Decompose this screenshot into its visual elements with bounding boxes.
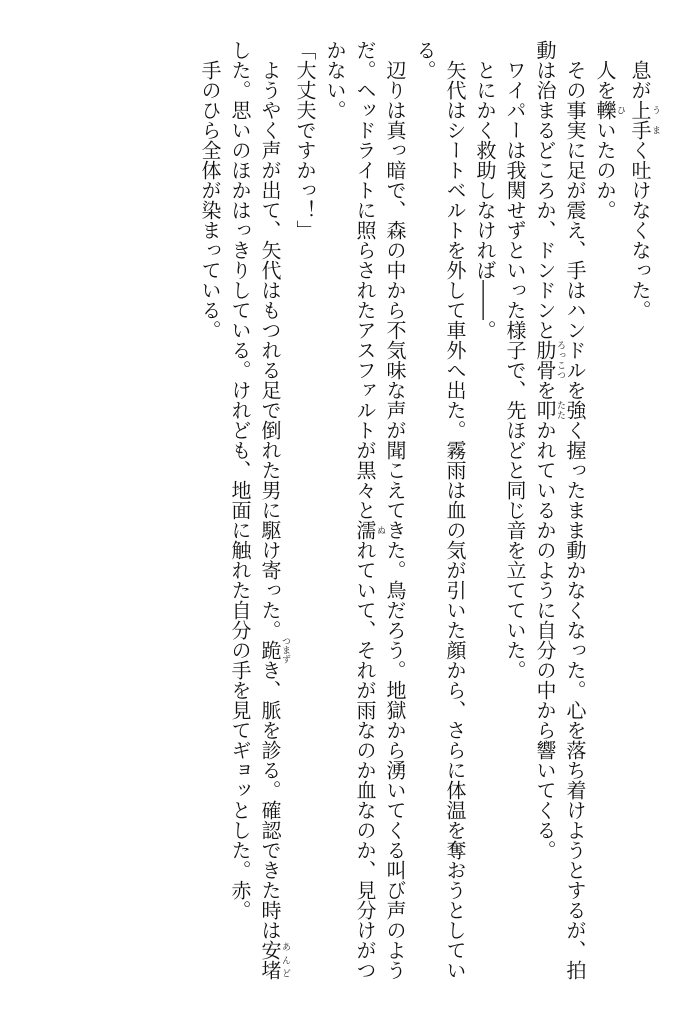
text-run: 「大丈夫ですかっ！」 [293, 40, 317, 240]
ruby-annotated-word [353, 520, 385, 540]
paragraph [225, 40, 290, 980]
text-run: かれているかのように自分の中から響いてくる。 [533, 420, 557, 860]
furigana: ろっこつ [555, 340, 565, 380]
text-run: 手のひら全体が染まっている。 [198, 60, 222, 340]
ruby-base: 叩 [533, 400, 557, 420]
furigana: ぬ [375, 520, 385, 540]
paragraph [530, 40, 590, 980]
text-run: した。思いのほかはっきりしている。けれども、地面に触れた自分の手を見てギョッとした。赤。 [228, 40, 252, 920]
text-run: いたのか。 [593, 120, 617, 220]
paragraph [625, 40, 660, 980]
furigana: たた [555, 400, 565, 420]
text-run: き、脈を診る。確認できた時は [258, 660, 282, 940]
text-run: 矢代はシートベルトを外して車外へ出た。霧雨は血の気が引いた顔から、さらに体温を奪おうとしている。 [413, 40, 467, 980]
text-run: 人を [593, 60, 617, 100]
ruby-base: 跪 [258, 636, 282, 664]
paragraph [320, 40, 410, 980]
furigana: あんど [280, 940, 290, 980]
text-run: 息が [628, 60, 652, 100]
vertical-text-body [195, 40, 660, 980]
paragraph [500, 40, 530, 980]
furigana: ひ [615, 100, 625, 120]
ruby-base: 安堵 [258, 940, 282, 980]
ruby-annotated-word [533, 400, 565, 420]
paragraph [195, 40, 225, 980]
paragraph [290, 40, 320, 980]
text-run: その事実に足が震え、手はハンドルを強く握ったまま動かなくなった。心を落ち着けようとするが、拍動は治まるどころか、ドンドンと [533, 40, 587, 980]
ruby-annotated-word [628, 100, 660, 140]
text-run: とにかく救助しなければ――。 [473, 60, 497, 340]
ruby-annotated-word [258, 940, 290, 980]
furigana: つまず [280, 636, 290, 664]
paragraph [590, 40, 625, 980]
ruby-base: 肋骨 [533, 340, 557, 380]
ruby-annotated-word [593, 100, 625, 120]
furigana: うま [650, 100, 660, 140]
ruby-base: 濡 [353, 520, 377, 540]
ruby-base: 轢 [593, 100, 617, 120]
text-run: く吐けなくなった。 [628, 140, 652, 320]
paragraph [410, 40, 470, 980]
ruby-annotated-word [258, 636, 290, 664]
ruby-annotated-word [533, 340, 565, 380]
text-run: を [533, 380, 557, 400]
text-run: 辺りは真っ暗で、森の中から不気味な声が聞こえてきた。鳥だろう。地獄から湧いてくる叫び声のようだ。ヘッドライトに照らされたアスファルトが黒々と [353, 40, 407, 980]
ruby-base: 上手 [628, 100, 652, 140]
text-run: ワイパーは我関せずといった様子で、先ほどと同じ音を立てていた。 [503, 60, 527, 680]
text-run: れていて、それが雨なのか血なのか、見分けがつかない。 [323, 40, 377, 980]
text-run: ようやく声が出て、矢代はもつれる足で倒れた男に駆け寄った。 [258, 60, 282, 640]
paragraph [470, 40, 500, 980]
